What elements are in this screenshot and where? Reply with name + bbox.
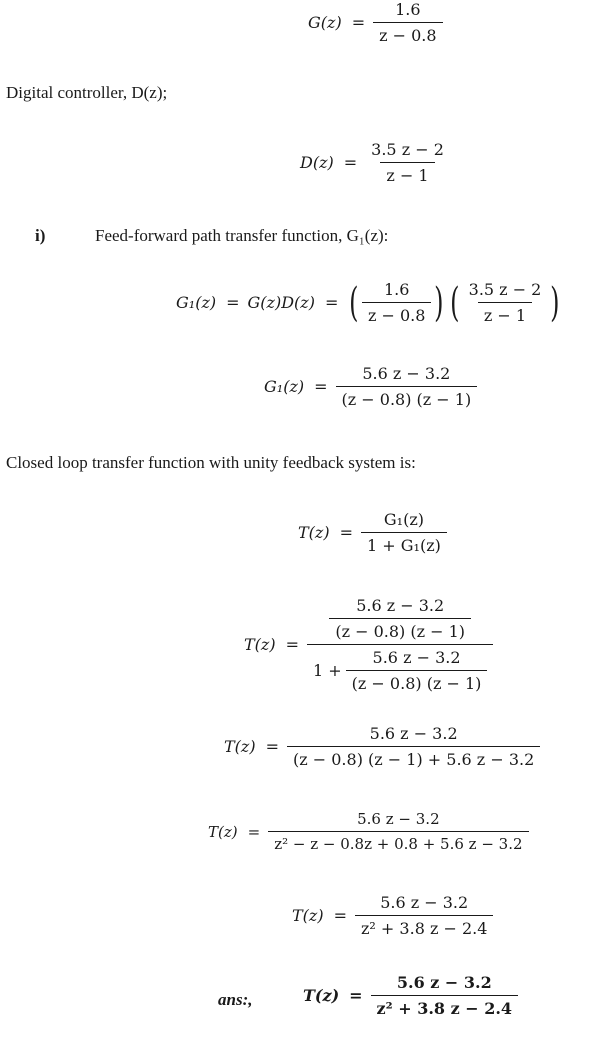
numerator: 5.6 z − 3.2 (356, 596, 445, 615)
controller-heading: Digital controller, D(z); (6, 83, 168, 102)
fraction (287, 724, 540, 769)
equals-sign: = (265, 737, 279, 756)
compound-numerator (323, 596, 477, 644)
equals-sign: = (314, 377, 328, 396)
numerator: 5.6 z − 3.2 (362, 364, 451, 383)
equals-sign: = (247, 822, 261, 841)
denominator: (z − 0.8) (z − 1) + 5.6 z − 3.2 (287, 746, 540, 769)
equation-lhs: T(z) (298, 523, 330, 542)
compound-fraction (307, 596, 493, 693)
fraction (373, 0, 442, 45)
equals-sign: = (324, 293, 339, 312)
numerator: 1.6 (395, 0, 421, 19)
equation-lhs: T(z) (303, 986, 340, 1005)
fraction (362, 280, 431, 325)
denominator: z − 1 (380, 162, 434, 185)
denominator: z − 0.8 (362, 302, 431, 325)
equation-closed-loop-4 (208, 810, 529, 853)
equation-closed-loop-2 (244, 596, 493, 693)
numerator: 1.6 (383, 280, 410, 299)
equals-sign: = (285, 635, 299, 654)
equation-lhs: T(z) (292, 906, 324, 925)
one-plus: 1 + (313, 661, 342, 680)
equation-feedforward-product (176, 280, 563, 325)
fraction (463, 280, 548, 325)
fraction (365, 140, 450, 185)
denominator: z − 1 (478, 302, 532, 325)
numerator: 5.6 z − 3.2 (380, 893, 469, 912)
equals-sign: = (343, 153, 358, 172)
fraction (336, 364, 478, 409)
answer-label (218, 990, 252, 1010)
equation-lhs: T(z) (208, 822, 238, 841)
equation-closed-loop-5 (292, 893, 493, 938)
left-paren: ( (450, 279, 460, 326)
equation-closed-loop-1 (298, 510, 447, 555)
equation-answer (303, 973, 518, 1018)
equals-sign: = (226, 293, 240, 312)
equation-controller (300, 140, 450, 185)
denominator: (z − 0.8) (z − 1) (346, 670, 488, 693)
equals-sign: = (339, 523, 353, 542)
compound-denominator (307, 644, 493, 693)
fraction (329, 596, 471, 641)
equals-sign: = (351, 13, 366, 32)
denominator: (z − 0.8) (z − 1) (329, 618, 471, 641)
left-paren: ( (349, 279, 359, 326)
denominator: z − 0.8 (373, 22, 442, 45)
fraction (371, 973, 519, 1018)
equation-lhs: T(z) (244, 635, 276, 654)
denominator: (z − 0.8) (z − 1) (336, 386, 478, 409)
fraction (346, 648, 488, 693)
answer-label-text: ans:, (218, 990, 253, 1009)
fraction (355, 893, 493, 938)
equation-lhs: G₁(z) (176, 293, 217, 312)
denominator: 1 + G₁(z) (361, 532, 447, 555)
section-heading: Feed-forward path transfer function, G₁(z): (95, 226, 389, 245)
numerator: G₁(z) (383, 510, 424, 529)
denominator: z² + 3.8 z − 2.4 (371, 995, 519, 1018)
equation-closed-loop-3 (224, 724, 540, 769)
section-label: i) (35, 226, 46, 245)
closed-loop-heading: Closed loop transfer function with unity feedback system is: (6, 453, 416, 472)
right-paren: ) (434, 279, 444, 326)
numerator: 5.6 z − 3.2 (372, 648, 461, 667)
denominator: z² − z − 0.8z + 0.8 + 5.6 z − 3.2 (268, 831, 528, 853)
equation-feedforward-result (264, 364, 477, 409)
equation-lhs: D(z) (300, 153, 334, 172)
equation-lhs: T(z) (224, 737, 256, 756)
numerator: 5.6 z − 3.2 (357, 810, 440, 828)
equals-sign: = (349, 986, 363, 1005)
equation-lhs: G₁(z) (264, 377, 305, 396)
denominator: z² + 3.8 z − 2.4 (355, 915, 493, 938)
fraction (268, 810, 528, 853)
numerator: 3.5 z − 2 (468, 280, 542, 299)
fraction (361, 510, 447, 555)
product-term: G(z)D(z) (247, 293, 315, 312)
equals-sign: = (333, 906, 347, 925)
right-paren: ) (550, 279, 560, 326)
numerator: 5.6 z − 3.2 (396, 973, 492, 992)
equation-plant (308, 0, 443, 45)
equation-lhs: G(z) (308, 13, 342, 32)
numerator: 3.5 z − 2 (371, 140, 444, 159)
numerator: 5.6 z − 3.2 (369, 724, 458, 743)
